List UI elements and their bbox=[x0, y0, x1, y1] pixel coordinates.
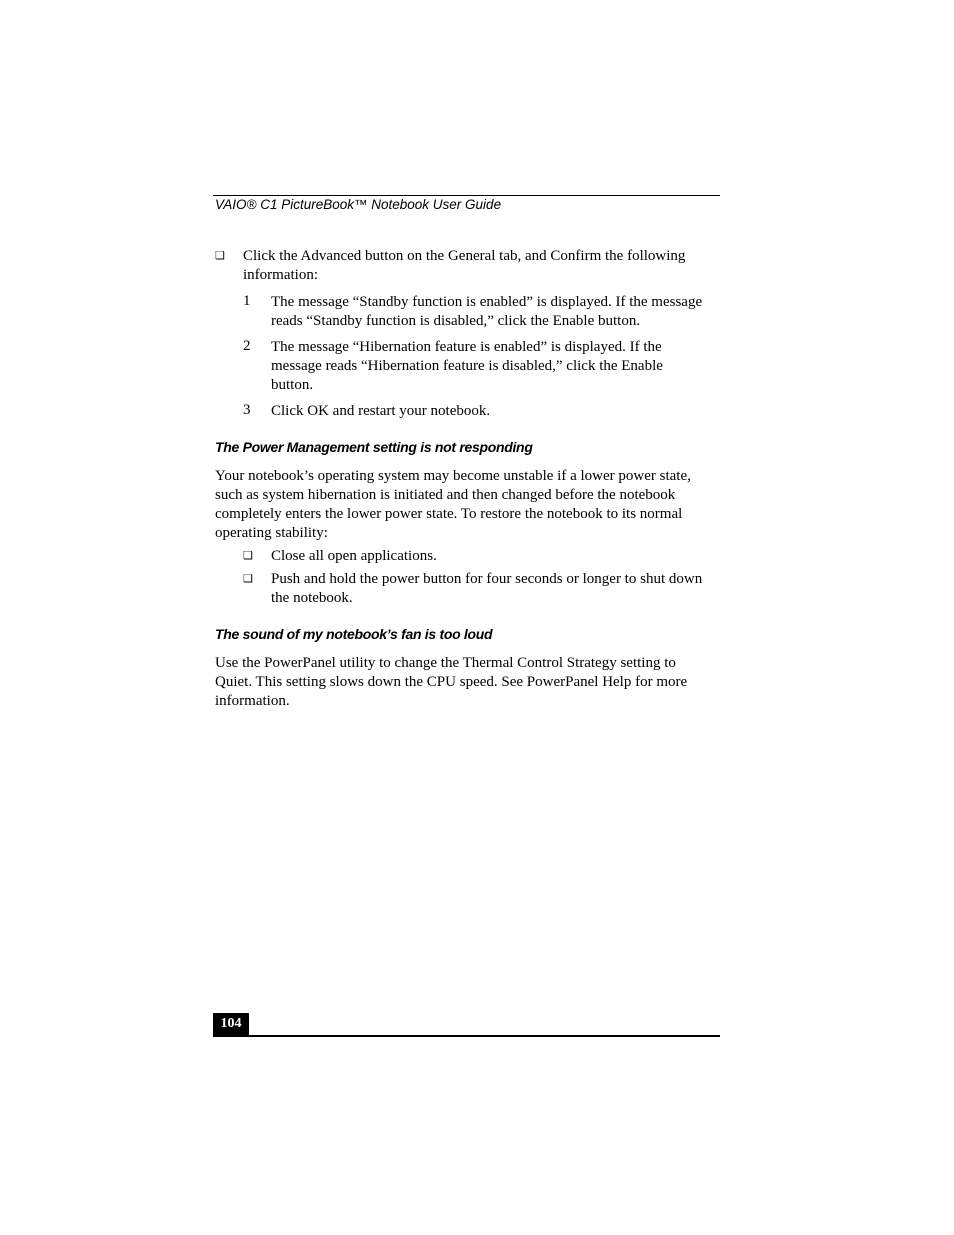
intro-text: Click the Advanced button on the General tab, and Confirm the following information: bbox=[243, 248, 686, 283]
step-number: 3 bbox=[243, 402, 251, 418]
checkbox-bullet-icon: ❑ bbox=[243, 550, 253, 562]
step-text: The message “Standby function is enabled” is displayed. If the message reads “Standby function is disabled,” click the Enable button. bbox=[271, 294, 703, 329]
step-text: The message “Hibernation feature is enabled” is displayed. If the message reads “Hibernation feature is disabled,” click the Enable button. bbox=[271, 339, 663, 393]
footer-rule bbox=[213, 1035, 720, 1037]
checkbox-bullet-icon: ❑ bbox=[215, 250, 225, 262]
page-number: 104 bbox=[213, 1013, 249, 1036]
section-heading: The sound of my notebook’s fan is too loud bbox=[215, 626, 493, 642]
step-number: 2 bbox=[243, 338, 251, 354]
step-text: Click OK and restart your notebook. bbox=[271, 403, 491, 419]
step-number: 1 bbox=[243, 293, 251, 309]
bullet-text: Close all open applications. bbox=[271, 548, 437, 564]
section-heading: The Power Management setting is not responding bbox=[215, 439, 533, 455]
header-rule bbox=[213, 195, 720, 196]
checkbox-bullet-icon: ❑ bbox=[243, 573, 253, 585]
paragraph: Use the PowerPanel utility to change the Thermal Control Strategy setting to Quiet. This setting slows down the CPU speed. See PowerPanel Help for more information. bbox=[215, 655, 688, 709]
running-header: VAIO® C1 PictureBook™ Notebook User Guide bbox=[215, 197, 502, 212]
bullet-text: Push and hold the power button for four seconds or longer to shut down the notebook. bbox=[271, 571, 703, 606]
paragraph: Your notebook’s operating system may become unstable if a lower power state, such as system hibernation is initiated and then changed before the notebook completely enters the lower power state. To restore the notebook to its normal operating stability: bbox=[215, 468, 691, 541]
